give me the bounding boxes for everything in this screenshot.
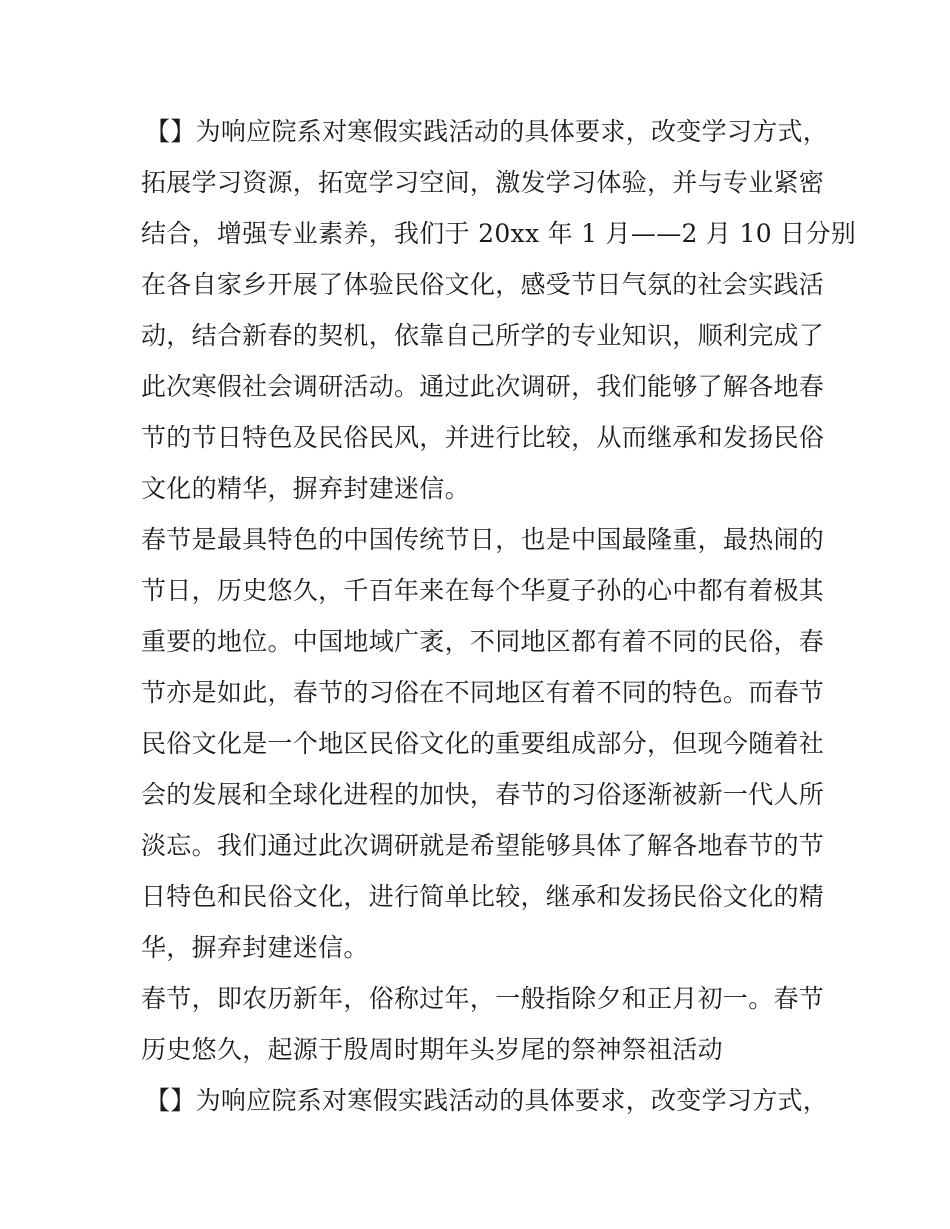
text-line: 历史悠久，起源于殷周时期年头岁尾的祭神祭祖活动 <box>141 1035 723 1064</box>
text-line: 节的节日特色及民俗民风，并进行比较，从而继承和发扬民俗 <box>141 423 825 452</box>
text-line: 日特色和民俗文化，进行简单比较，继承和发扬民俗文化的精 <box>141 882 825 911</box>
text-line: 动，结合新春的契机，依靠自己所学的专业知识，顺利完成了 <box>141 321 825 350</box>
text-line: 华，摒弃封建迷信。 <box>141 933 369 962</box>
text-line: 淡忘。我们通过此次调研就是希望能够具体了解各地春节的节 <box>141 831 825 860</box>
text-line: 节日，历史悠久，千百年来在每个华夏子孙的心中都有着极其 <box>141 576 825 605</box>
text-line: 【】为响应院系对寒假实践活动的具体要求，改变学习方式， <box>145 1086 829 1115</box>
text-line: 春节是最具特色的中国传统节日，也是中国最隆重，最热闹的 <box>141 525 825 554</box>
text-line: 此次寒假社会调研活动。通过此次调研，我们能够了解各地春 <box>141 372 825 401</box>
text-line: 在各自家乡开展了体验民俗文化，感受节日气氛的社会实践活 <box>141 270 825 299</box>
text-line: 重要的地位。中国地域广袤，不同地区都有着不同的民俗，春 <box>141 627 825 656</box>
text-line: 会的发展和全球化进程的加快，春节的习俗逐渐被新一代人所 <box>141 780 825 809</box>
text-line: 结合，增强专业素养，我们于 20xx 年 1 月——2 月 10 日分别 <box>141 219 857 248</box>
text-line: 【】为响应院系对寒假实践活动的具体要求，改变学习方式， <box>145 117 829 146</box>
text-line: 民俗文化是一个地区民俗文化的重要组成部分，但现今随着社 <box>141 729 825 758</box>
text-line: 文化的精华，摒弃封建迷信。 <box>141 474 470 503</box>
text-line: 节亦是如此，春节的习俗在不同地区有着不同的特色。而春节 <box>141 678 825 707</box>
text-line: 拓展学习资源，拓宽学习空间，激发学习体验，并与专业紧密 <box>141 168 825 197</box>
text-line: 春节，即农历新年，俗称过年，一般指除夕和正月初一。春节 <box>141 984 825 1013</box>
